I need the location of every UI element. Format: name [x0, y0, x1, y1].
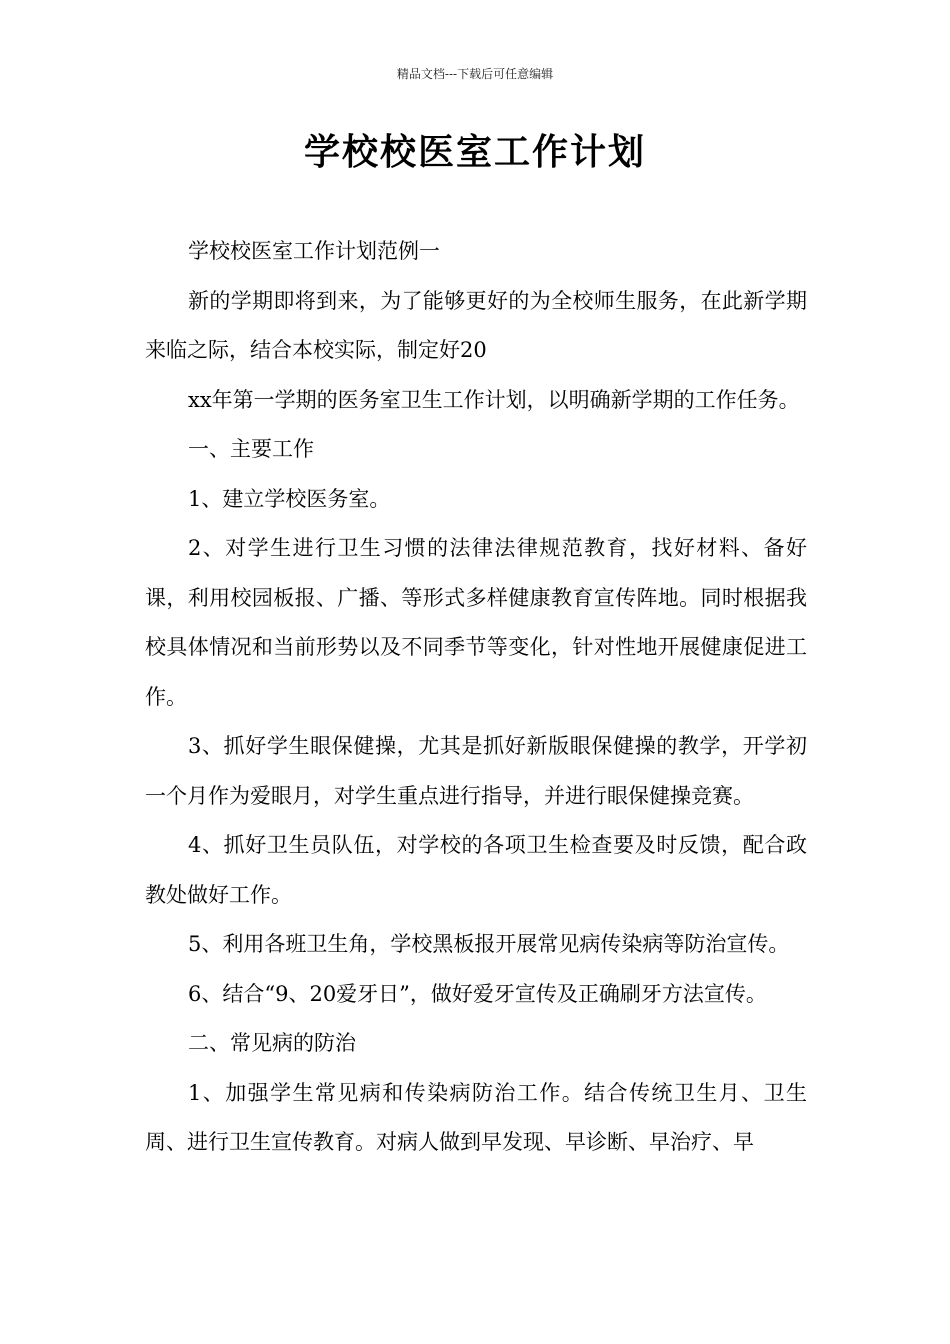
paragraph-intro-continued: xx年第一学期的医务室卫生工作计划，以明确新学期的工作任务。: [188, 387, 800, 412]
paragraph-item-2: 2、对学生进行卫生习惯的法律法律规范教育，找好材料、备好课，利用校园板报、广播、等形式多样健康教育宣传阵地。同时根据我校具体情况和当前形势以及不同季节等变化，针对性地开展健康促进工作。: [145, 536, 807, 709]
paragraph-item-4: 4、抓好卫生员队伍，对学校的各项卫生检查要及时反馈，配合政教处做好工作。: [145, 833, 807, 907]
document-body: [145, 227, 807, 1168]
paragraph-item-6: 6、结合“9、20爱牙日”，做好爱牙宣传及正确刷牙方法宣传。: [188, 981, 767, 1006]
section-heading-disease-prevention: 二、常见病的防治: [188, 1031, 356, 1055]
paragraph-example-heading: 学校校医室工作计划范例一: [188, 239, 440, 263]
document-title: 学校校医室工作计划: [303, 132, 646, 173]
paragraph-item-5: 5、利用各班卫生角，学校黑板报开展常见病传染病等防治宣传。: [188, 932, 790, 956]
document-header-note: 精品文档---下载后可任意编辑: [396, 67, 554, 81]
paragraph-prevention-item-1: 1、加强学生常见病和传染病防治工作。结合传统卫生月、卫生周、进行卫生宣传教育。对病人做到早发现、早诊断、早治疗、早: [145, 1080, 807, 1154]
paragraph-intro: 新的学期即将到来，为了能够更好的为全校师生服务，在此新学期来临之际，结合本校实际，制定好20: [145, 288, 807, 362]
paragraph-item-1: 1、建立学校医务室。: [188, 486, 391, 511]
paragraph-item-3: 3、抓好学生眼保健操，尤其是抓好新版眼保健操的教学，开学初一个月作为爱眼月，对学生重点进行指导，并进行眼保健操竞赛。: [145, 734, 807, 808]
section-heading-main-work: 一、主要工作: [188, 437, 314, 461]
